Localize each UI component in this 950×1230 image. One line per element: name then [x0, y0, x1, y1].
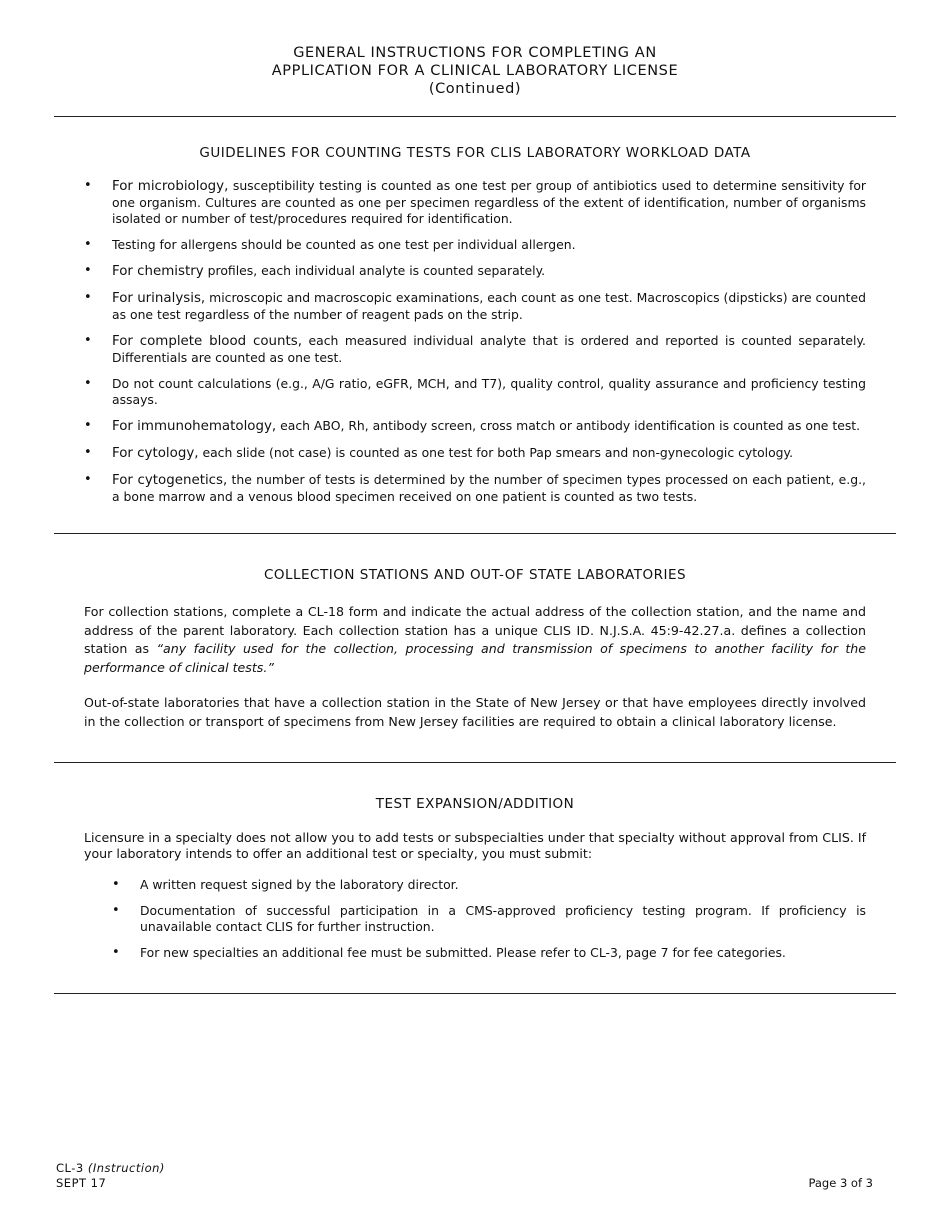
page-number: Page 3 of 3	[808, 1176, 873, 1190]
collection-paragraph-1: For collection stations, complete a CL-18 form and indicate the actual address of the collection station, and the name and address of the parent laboratory. Each collection station has a unique CLIS ID. N.J.S.A. 45:9-42.27.a. defines a collection station as “any facility used for the collection, processing and transmission of specimens to another facility for the performance of clinical tests.”	[84, 604, 866, 675]
title-line-1: GENERAL INSTRUCTIONS FOR COMPLETING AN	[293, 45, 657, 61]
list-item: • Do not count calculations (e.g., A/G ratio, eGFR, MCH, and T7), quality control, quality assurance and proficiency testing assays.	[84, 376, 866, 408]
expansion-intro: Licensure in a specialty does not allow you to add tests or subspecialties under that specialty without approval from CLIS. If your laboratory intends to offer an additional test or specialty, you must submit:	[84, 830, 866, 861]
title-line-2: APPLICATION FOR A CLINICAL LABORATORY LICENSE	[271, 63, 679, 79]
divider	[54, 533, 896, 534]
list-item: • For cytology, each slide (not case) is counted as one test for both Pap smears and non-gynecologic cytology.	[84, 445, 866, 462]
divider	[54, 993, 896, 994]
page-title	[0, 44, 950, 98]
collection-title: COLLECTION STATIONS AND OUT-OF STATE LABORATORIES	[263, 567, 687, 583]
title-line-3: (Continued)	[428, 81, 522, 97]
list-item: • For microbiology, susceptibility testing is counted as one test per group of antibiotics used to determine sensitivity for one organism. Cultures are counted as one per specimen regardless of the extent of identification, number of organisms isolated or number of test/procedures required for identification.	[84, 178, 866, 227]
list-item: • A written request signed by the laboratory director.	[112, 877, 866, 893]
guidelines-list	[84, 178, 866, 515]
list-item: • For chemistry profiles, each individual analyte is counted separately.	[84, 263, 866, 280]
list-item: • Testing for allergens should be counted as one test per individual allergen.	[84, 237, 866, 253]
form-id: CL-3	[56, 1161, 88, 1175]
list-item: • For new specialties an additional fee must be submitted. Please refer to CL-3, page 7 for fee categories.	[112, 945, 866, 961]
divider	[54, 762, 896, 763]
expansion-title: TEST EXPANSION/ADDITION	[375, 796, 575, 812]
list-item: • For urinalysis, microscopic and macroscopic examinations, each count as one test. Macroscopics (dipsticks) are counted as one test regardless of the number of reagent pads on the strip.	[84, 290, 866, 323]
guidelines-title: GUIDELINES FOR COUNTING TESTS FOR CLIS LABORATORY WORKLOAD DATA	[199, 145, 751, 161]
list-item: • For cytogenetics, the number of tests is determined by the number of specimen types processed on each patient, e.g., a bone marrow and a venous blood specimen received on one patient is counted as two tests.	[84, 472, 866, 505]
list-item: • For complete blood counts, each measured individual analyte that is ordered and reported is counted separately. Differentials are counted as one test.	[84, 333, 866, 366]
divider	[54, 116, 896, 117]
form-footer	[56, 1161, 165, 1190]
list-item: • For immunohematology, each ABO, Rh, antibody screen, cross match or antibody identification is counted as one test.	[84, 418, 866, 435]
collection-paragraph-2: Out-of-state laboratories that have a collection station in the State of New Jersey or that have employees directly involved in the collection or transport of specimens from New Jersey facilities are required to obtain a clinical laboratory license.	[84, 695, 866, 729]
expansion-list	[112, 877, 866, 971]
form-type: (Instruction)	[87, 1161, 165, 1175]
form-date: SEPT 17	[56, 1175, 107, 1190]
list-item: • Documentation of successful participation in a CMS-approved proficiency testing program. If proficiency is unavailable contact CLIS for further instruction.	[112, 903, 866, 935]
